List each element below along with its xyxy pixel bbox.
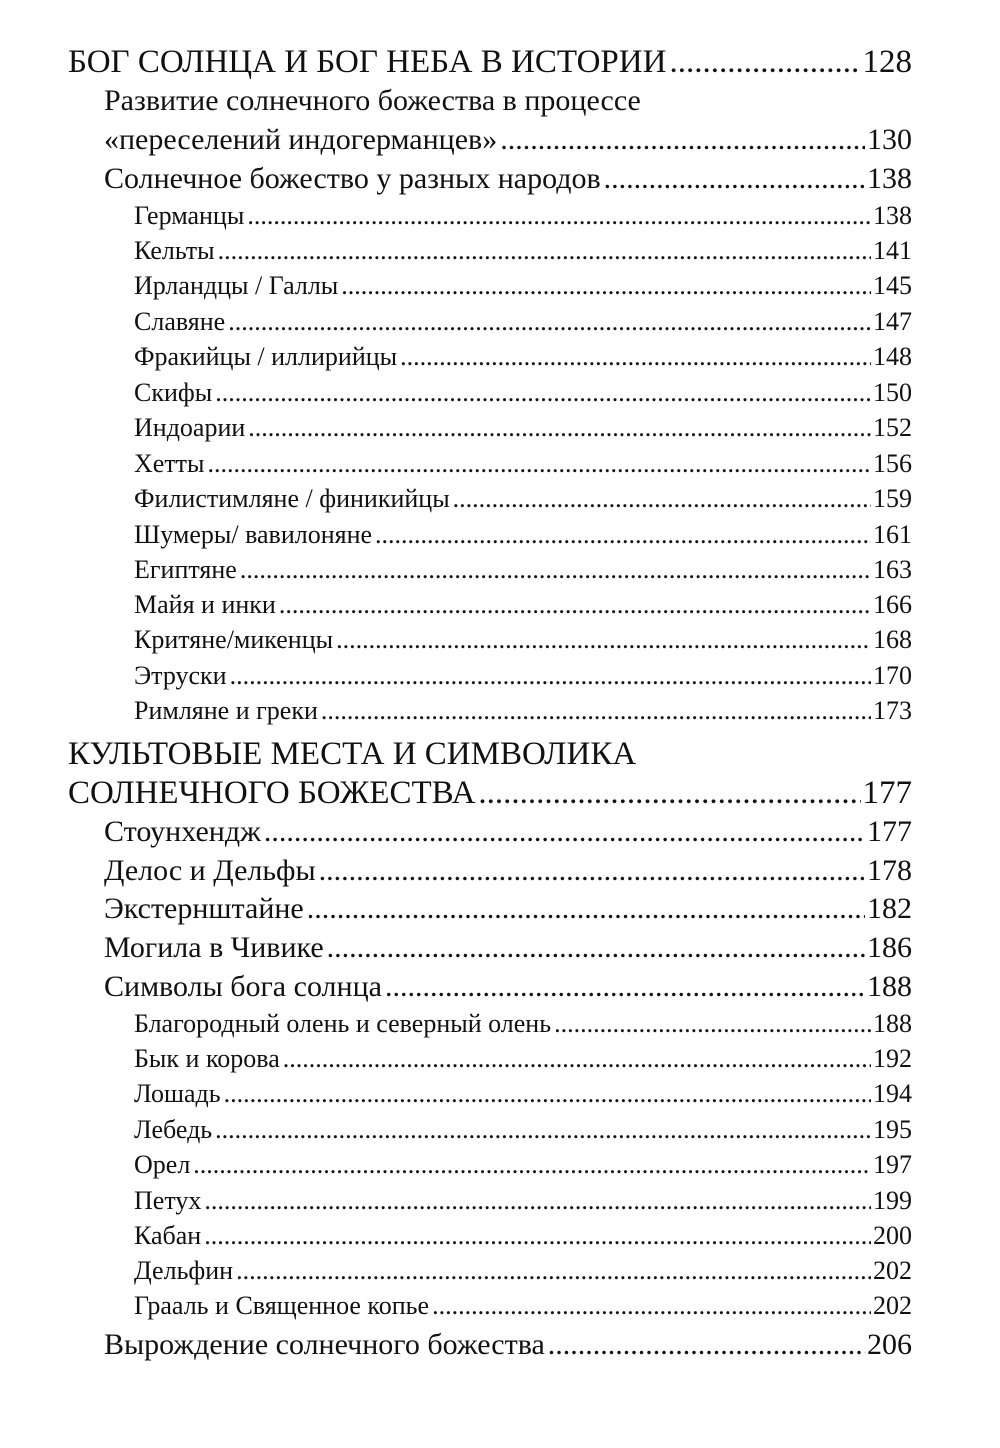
entry-title: Грааль и Священное копье (134, 1291, 430, 1320)
page-number: 182 (867, 892, 912, 925)
entry-title: Славяне (134, 307, 226, 336)
entry-title: Критяне/микенцы (134, 625, 334, 654)
dot-leader (215, 378, 871, 408)
dot-leader (204, 1186, 871, 1216)
page-number: 163 (873, 555, 912, 584)
entry-title: Лошадь (134, 1079, 221, 1108)
entry-title: Кабан (134, 1221, 202, 1250)
toc-entry-people[interactable] (134, 413, 912, 443)
page-number: 150 (873, 378, 912, 407)
dot-leader (279, 590, 871, 620)
toc-entry-symbol[interactable] (134, 1186, 912, 1216)
toc-entry-people[interactable] (134, 342, 912, 372)
toc-entry-people[interactable] (134, 625, 912, 655)
toc-entry-people[interactable] (134, 378, 912, 408)
entry-title: Германцы (134, 201, 245, 230)
dot-leader (669, 44, 860, 81)
dot-leader (385, 970, 865, 1004)
toc-entry-development-line1[interactable]: Развитие солнечного божества в процессе (104, 84, 641, 117)
toc-entry-people[interactable] (134, 201, 912, 231)
dot-leader (204, 1221, 871, 1251)
entry-title: СОЛНЕЧНОГО БОЖЕСТВА (68, 775, 476, 811)
entry-title: Орел (134, 1150, 191, 1179)
dot-leader (247, 201, 871, 231)
page-number: 195 (873, 1115, 912, 1144)
entry-title: Могила в Чивике (104, 931, 324, 964)
page-number: 178 (867, 854, 912, 887)
dot-leader (548, 1328, 865, 1362)
entry-title: Кельты (134, 236, 215, 265)
page-number: 156 (873, 449, 912, 478)
dot-leader (248, 413, 871, 443)
toc-entry-place[interactable] (104, 854, 912, 888)
toc-entry-symbol[interactable] (134, 1291, 912, 1321)
entry-title: Символы бога солнца (104, 970, 382, 1003)
entry-title: Майя и инки (134, 590, 276, 619)
toc-entry-symbol[interactable] (134, 1150, 912, 1180)
entry-title: Фракийцы / иллирийцы (134, 342, 398, 371)
toc-entry-people[interactable] (134, 449, 912, 479)
entry-title: Стоунхендж (104, 815, 261, 848)
toc-entry-cult-places-line1[interactable]: КУЛЬТОВЫЕ МЕСТА И СИМВОЛИКА (68, 736, 637, 772)
toc-entry-place[interactable] (104, 892, 912, 926)
dot-leader (283, 1044, 871, 1074)
dot-leader (604, 162, 865, 196)
entry-title: Римляне и греки (134, 696, 318, 725)
toc-entry-people[interactable] (134, 520, 912, 550)
toc-entry-symbol[interactable] (134, 1079, 912, 1109)
toc-entry-symbol[interactable] (134, 1256, 912, 1286)
entry-title: Экстернштайне (104, 892, 304, 925)
toc-entry-degeneration[interactable] (104, 1328, 912, 1362)
dot-leader (400, 342, 871, 372)
toc-entry-place[interactable] (104, 815, 912, 849)
page-number: 202 (873, 1256, 912, 1285)
toc-entry-symbol[interactable] (134, 1221, 912, 1251)
dot-leader (218, 236, 871, 266)
entry-title: Вырождение солнечного божества (104, 1328, 545, 1361)
page-number: 200 (873, 1221, 912, 1250)
dot-leader (500, 123, 865, 157)
entry-title: Египтяне (134, 555, 237, 584)
page-number: 177 (867, 815, 912, 848)
page-number: 177 (862, 775, 912, 811)
dot-leader (264, 815, 865, 849)
dot-leader (478, 775, 860, 812)
toc-entry-sun-deity-peoples[interactable] (104, 162, 912, 196)
dot-leader (230, 661, 871, 691)
entry-title: Этруски (134, 661, 227, 690)
dot-leader (453, 484, 871, 514)
dot-leader (224, 1079, 871, 1109)
entry-title: Филистимляне / финикийцы (134, 484, 450, 513)
dot-leader (341, 271, 871, 301)
page-number: 128 (862, 44, 912, 80)
page-number: 138 (867, 162, 912, 195)
toc-entry-place[interactable] (104, 970, 912, 1004)
dot-leader (321, 696, 871, 726)
page-number: 152 (873, 413, 912, 442)
toc-entry-people[interactable] (134, 696, 912, 726)
page-number: 197 (873, 1150, 912, 1179)
entry-title: Индоарии (134, 413, 246, 442)
page-number: 206 (867, 1328, 912, 1361)
page-number: 159 (873, 484, 912, 513)
toc-entry-place[interactable] (104, 931, 912, 965)
toc-entry-people[interactable] (134, 271, 912, 301)
entry-title: Хетты (134, 449, 205, 478)
dot-leader (228, 307, 871, 337)
dot-leader (236, 1256, 871, 1286)
page-number: 161 (873, 520, 912, 549)
toc-entry-people[interactable] (134, 307, 912, 337)
toc-entry-symbol[interactable] (134, 1115, 912, 1145)
toc-entry-sun-god-history[interactable] (68, 44, 912, 81)
entry-title: «переселений индогерманцев» (104, 123, 498, 156)
entry-title: Бык и корова (134, 1044, 280, 1073)
dot-leader (208, 449, 871, 479)
entry-title: Скифы (134, 378, 213, 407)
toc-entry-symbol[interactable] (134, 1009, 912, 1039)
toc-entry-development[interactable] (104, 123, 912, 157)
dot-leader (336, 625, 871, 655)
toc-entry-cult-places[interactable] (68, 775, 912, 812)
page-number: 145 (873, 271, 912, 300)
toc-entry-people[interactable] (134, 555, 912, 585)
dot-leader (193, 1150, 871, 1180)
dot-leader (375, 520, 871, 550)
toc-entry-symbol[interactable] (134, 1044, 912, 1074)
page-number: 170 (873, 661, 912, 690)
page-number: 138 (873, 201, 912, 230)
page-number: 186 (867, 931, 912, 964)
page-number: 141 (873, 236, 912, 265)
page-number: 202 (873, 1291, 912, 1320)
page-number: 147 (873, 307, 912, 336)
dot-leader (432, 1291, 871, 1321)
page-number: 173 (873, 696, 912, 725)
toc-entry-people[interactable] (134, 484, 912, 514)
toc-entry-people[interactable] (134, 661, 912, 691)
page-number: 192 (873, 1044, 912, 1073)
toc-entry-people[interactable] (134, 236, 912, 266)
entry-title: Шумеры/ вавилоняне (134, 520, 373, 549)
page-number: 188 (867, 970, 912, 1003)
entry-title: Лебедь (134, 1115, 213, 1144)
entry-title: Дельфин (134, 1256, 234, 1285)
entry-title: Петух (134, 1186, 202, 1215)
page-number: 168 (873, 625, 912, 654)
page-number: 130 (867, 123, 912, 156)
entry-title: Ирландцы / Галлы (134, 271, 339, 300)
dot-leader (215, 1115, 871, 1145)
page-number: 148 (873, 342, 912, 371)
dot-leader (307, 892, 865, 926)
entry-title: Делос и Дельфы (104, 854, 316, 887)
dot-leader (327, 931, 865, 965)
entry-title: Благородный олень и северный олень (134, 1009, 552, 1038)
page-number: 188 (873, 1009, 912, 1038)
page-number: 194 (873, 1079, 912, 1108)
page-number: 166 (873, 590, 912, 619)
entry-title: Солнечное божество у разных народов (104, 162, 601, 195)
dot-leader (554, 1009, 871, 1039)
page-number: 199 (873, 1186, 912, 1215)
entry-title: БОГ СОЛНЦА И БОГ НЕБА В ИСТОРИИ (68, 44, 667, 80)
toc-entry-people[interactable] (134, 590, 912, 620)
dot-leader (319, 854, 865, 888)
dot-leader (240, 555, 871, 585)
